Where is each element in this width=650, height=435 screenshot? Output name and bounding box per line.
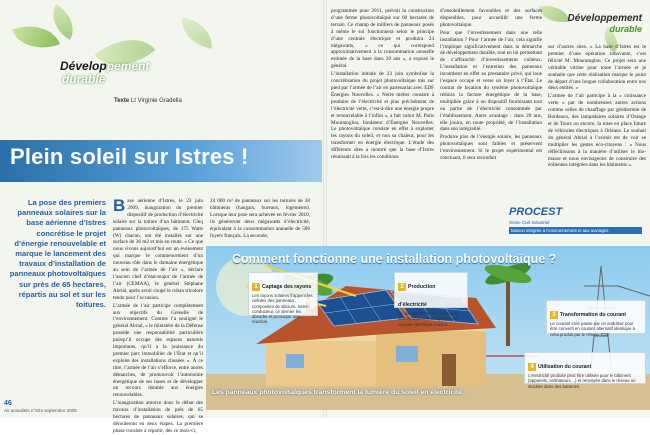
lead-paragraph: La pose des premiers panneaux solaires sur la base aérienne d’Istres concrétise le projet d’énergie renouvelable et marque le lancement des travaux d’installation de panneaux photovoltaïques sur près de 65 hectares, répartis au sol et sur les toitures. <box>9 198 106 310</box>
palm-tree-icon <box>483 259 533 346</box>
step-box-4: 4 Utilisation du courant L’électricité produite peut être utilisée pour le bâtiment (appareils, ordinateurs…) et renvoyée dans le réseau ou stockée dans des batteries. <box>524 352 646 384</box>
infographic-title: Comment fonctionne une installation photovoltaïque ? <box>232 252 557 266</box>
byline: Texte Lt Virginie Gradella <box>114 98 182 104</box>
article-column-3: programmée pour 2011, prévoit la construction d’une ferme photovoltaïque sur 60 hectares de terrain. Ce champ de milliers de panneaux posés à même le sol fonctionnera selon le principe d’une centrale électrique et produira 24 mégawatts, « ce qui correspond approximativement à la consommation annuelle estimée de la base dans 20 ans », a exposé le général. L’installation initiale de 23 juin symbolise la concrétisation du projet photovoltaïque mis sur pied par l’armée de l’air en partenariat avec EDF Énergies Nouvelles. « Notre métier consiste à produire de l’électricité et plus précisément de l’électricité verte, c’est-à-dire une énergie propre et renouvelable à l’infini », a fait valoir M. Paris Mouratoglou, fondateur d’Énergies Nouvelles. Le photovoltaïque consiste en effet à exploiter les rayons du soleil, et non sa chaleur, pour les transformer en énergie électrique. L’étude des différents sites a montré que la base d’Istres réunissait à la fois les conditions <box>331 8 434 161</box>
drop-cap: B <box>113 196 126 215</box>
infographic-caption: Les panneaux photovoltaïques transforment la lumière du soleil en électricité. <box>212 389 464 396</box>
sponsor-logo: PROCEST Génie Civil Industriel Maison intégrée à l’environnement et aux ouvrages <box>505 203 645 236</box>
section-heading-right: Développement durable <box>567 13 642 34</box>
article-column-1: Base aérienne d’Istres, le 23 juin 2009, inauguration du premier dispositif de production d’électricité solaire sur la toiture d’un bâtiment. Cinq panneaux photovoltaïques, de 175 Watts (W) chacun, ont été installés sur une surface de 36 m2 et mis en route. « Ce que nous vivons aujourd’hui est un événement qui marque le commencement d’un nouveau rôle dans le domaine énergétique au sein de l’armée de l’air », déclare l’ancien chef d’état-major de l’armée de l’air (CEMAA), le général Stéphane Abrial, après avoir coupé le ruban tricolore tendu pour l’occasion. L’armée de l’air participe complètement aux objectifs du Grenelle de l’environnement. Comme l’a souligné le général Abrial, « le ministère de la Défense possède une responsabilité particulière puisqu’il occupe des espaces naturels importants, qu’il a la jouissance du premier parc immobilier de l’État et qu’il exploite des installations classées ». À ce titre, l’armée de l’air s’efforce, entre autres démarches, de promouvoir l’autonomie énergétique de ses bases et de développer un recours durable aux énergies renouvelables. L’inauguration amorce donc le début des travaux d’installation de près de 65 hectares de panneaux solaires, qui se dérouleront en deux étapes. La première phase consiste à répartir, dès ce mois-ci, <box>113 196 203 434</box>
footer-credit: Air actualités n°624 septembre 2009 <box>4 408 77 413</box>
page-number: 46 <box>4 400 12 407</box>
leaf-decoration <box>538 2 569 27</box>
step-box-3: 3 Transformation du courant Le courant créé passe par un onduleur pour être converti en courant alternatif identique à celui produit par le réseau EDF. <box>546 300 646 334</box>
step-box-2: 2 Production d’électricité Le silicium libère des électrons, dont le déplacement génère un courant électrique continu. <box>394 272 468 308</box>
leaf-decoration <box>12 16 60 58</box>
leaf-decoration <box>178 17 216 49</box>
article-column-4: d’ensoleillement favorables et des surfaces disponibles, pour accueillir une ferme photovoltaïque. Pour que l’investissement dans une telle installation ? Pour l’armée de l’air, cela signifie l’implique significativement dans la démarche de développement durable, tout en lui permettant de s’affranchir d’investissements coûteux. L’installation et l’entretien des panneaux incombent en effet au prestataire privé, qui loue l’espace occupé et verse un loyer à l’État. Le contrat de location du système photovoltaïque réduira la facture énergétique de la base, multipliée grâce à un dispositif fournissant tout ou partie de l’électricité consommée par l’établissement. Autre avantage : dans 20 ans, elle jouira, en toute propriété, de l’installation dans son intégralité. Produire plus de l’énergie solaire, les panneaux photovoltaïques sont faibles et préservent l’environnement. Si le projet expérimental est concluant, il sera reconduit <box>440 8 542 162</box>
section-heading: Développement durable <box>60 59 150 86</box>
article-title: Plein soleil sur Istres ! <box>10 144 249 169</box>
article-column-5: sur d’autres sites. « La base d’Istres est le premier d’une opération innovante, s’est félicité M. Mouratoglou. Ce projet sera une véritable vitrine pour toute l’armée et je souhaite que cette réalisation marque le point de départ d’une longue collaboration entre nos deux entités. » L’armée de l’air participe à la « croissance verte » par de nombreuses autres actions comme celles de chauffage par géothermie de Bordeaux, des lampadaires solaires d’Orange et de Tours ou encore, la mise en place future de véhicules électriques à Orléans. Le souhait du général Abrial à l’avenir est de voir se multiplier les gestes éco-citoyens : « Nous réfléchissons à la manière d’utiliser le bio-masse et nous envisageons de construire des éoliennes intégrées dans les bâtiments ». <box>548 44 646 169</box>
step-box-1: 1 Captage des rayons Les rayons solaires frappent les cellules des panneaux, composées de silicium. Semi-conducteur, ce dernier les absorbe et provoque une réaction. <box>248 272 318 316</box>
article-column-2: 24 000 m² de panneaux sur les toitures de 38 bâtiments (hangars, bureaux, logements). Lorsque leur pose sera achevée en février 2010, ils généreront deux mégawatts d’électricité, équivalant à la consommation annuelle de 506 foyers français. La seconde, <box>210 198 310 239</box>
